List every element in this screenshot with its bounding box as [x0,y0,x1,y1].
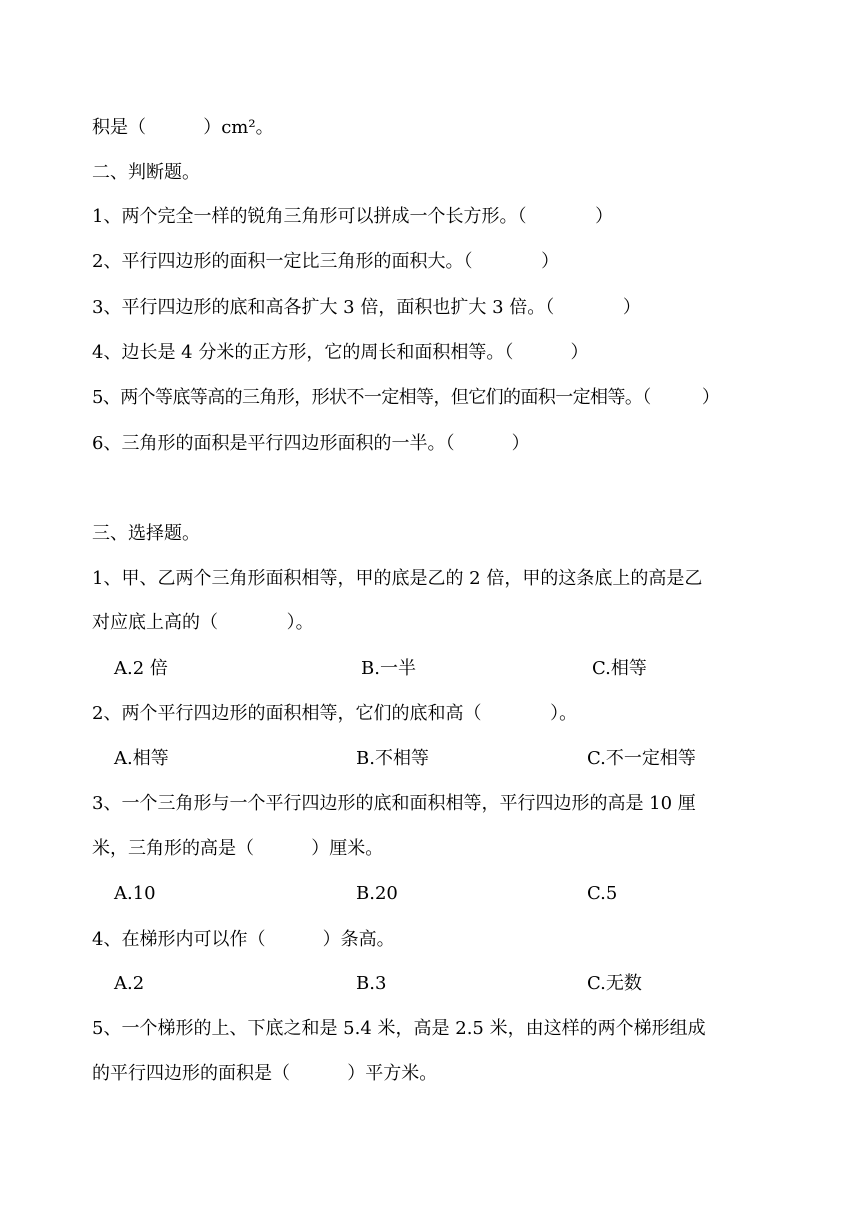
option-b: B.3 [356,973,387,994]
option-c: C.无数 [587,973,642,994]
choice-question-3-cont: 米，三角形的高是（ ）厘米。 [92,838,384,859]
option-a: A.2 [114,973,145,994]
judgment-item-1: 1、两个完全一样的锐角三角形可以拼成一个长方形。（ ） [92,206,614,227]
section-heading-choice: 三、选择题。 [92,523,200,544]
judgment-item-5: 5、两个等底等高的三角形，形状不一定相等，但它们的面积一定相等。（ ） [92,387,720,408]
choice-question-1: 1、甲、乙两个三角形面积相等，甲的底是乙的 2 倍，甲的这条底上的高是乙 [92,568,703,589]
choice-question-1-cont: 对应底上高的（ ）。 [92,612,314,633]
choice-question-5-cont: 的平行四边形的面积是（ ）平方米。 [92,1063,438,1084]
judgment-item-3: 3、平行四边形的底和高各扩大 3 倍，面积也扩大 3 倍。（ ） [92,297,641,318]
judgment-item-6: 6、三角形的面积是平行四边形面积的一半。（ ） [92,433,530,454]
option-b: B.20 [356,883,398,904]
judgment-item-2: 2、平行四边形的面积一定比三角形的面积大。（ ） [92,251,560,272]
section-heading-judgment: 二、判断题。 [92,162,200,183]
option-c: C.5 [587,883,618,904]
choice-question-4: 4、在梯形内可以作（ ）条高。 [92,929,395,950]
choice-question-3: 3、一个三角形与一个平行四边形的底和面积相等，平行四边形的高是 10 厘 [92,793,696,814]
option-b: B.不相等 [356,748,429,769]
option-a: A.相等 [114,748,169,769]
option-a: A.2 倍 [114,658,168,679]
option-c: C.相等 [592,658,647,679]
choice-question-5: 5、一个梯形的上、下底之和是 5.4 米，高是 2.5 米，由这样的两个梯形组成 [92,1018,706,1039]
choice-question-2: 2、两个平行四边形的面积相等，它们的底和高（ ）。 [92,703,578,724]
text-line: 积是（ ）cm²。 [92,117,274,138]
option-b: B.一半 [361,658,416,679]
option-a: A.10 [114,883,156,904]
option-c: C.不一定相等 [587,748,696,769]
judgment-item-4: 4、边长是 4 分米的正方形，它的周长和面积相等。（ ） [92,342,589,363]
